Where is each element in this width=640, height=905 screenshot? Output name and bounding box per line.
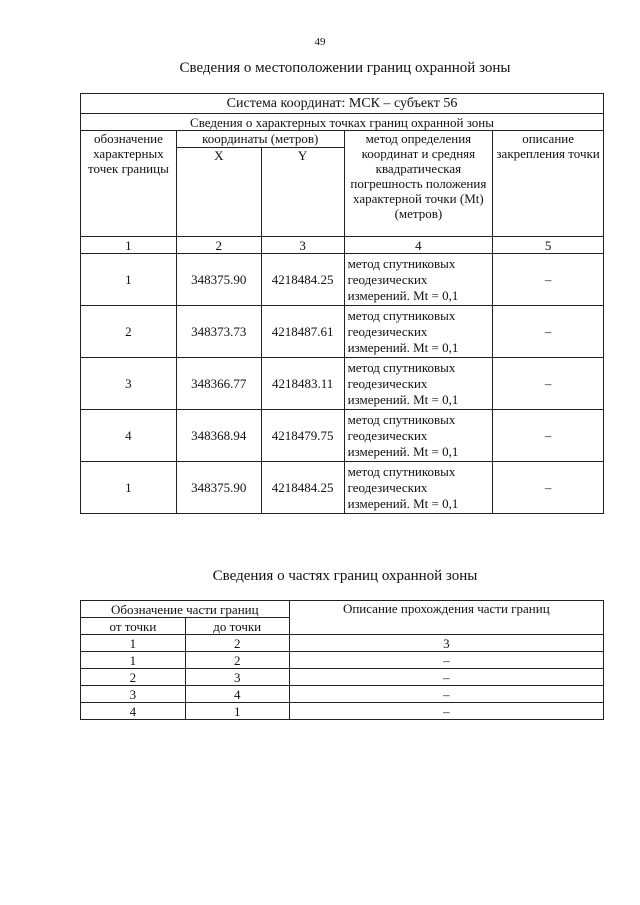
section-title-parts: Сведения о частях границ охранной зоны	[212, 568, 478, 584]
header-y: Y	[261, 148, 344, 237]
coord-x: 348375.90	[176, 254, 261, 306]
header-description: Описание прохождения части границ	[289, 601, 603, 635]
points-table	[80, 93, 604, 514]
to-point: 2	[185, 652, 289, 669]
column-number: 3	[289, 635, 603, 652]
table-row	[81, 652, 604, 669]
header-fixation: описание закрепления точки	[493, 131, 604, 237]
point-id: 2	[81, 306, 177, 358]
section-title-location: Сведения о местоположении границ охранной зоны	[179, 60, 511, 76]
point-id: 1	[81, 462, 177, 514]
method-text: метод спутниковых геодезических измерений. Mt = 0,1	[344, 462, 493, 514]
coord-y: 4218479.75	[261, 410, 344, 462]
coord-y: 4218484.25	[261, 462, 344, 514]
parts-table	[80, 600, 604, 720]
fixation-text: –	[493, 306, 604, 358]
column-number: 2	[185, 635, 289, 652]
method-text: метод спутниковых геодезических измерений. Mt = 0,1	[344, 358, 493, 410]
table-row	[81, 358, 604, 410]
column-number: 1	[81, 635, 186, 652]
part-description: –	[289, 652, 603, 669]
table-subtitle: Сведения о характерных точках границ охранной зоны	[81, 114, 604, 131]
coord-x: 348366.77	[176, 358, 261, 410]
point-id: 3	[81, 358, 177, 410]
header-coords: координаты (метров)	[176, 131, 344, 148]
header-part: Обозначение части границ	[81, 601, 290, 618]
from-point: 4	[81, 703, 186, 720]
fixation-text: –	[493, 410, 604, 462]
fixation-text: –	[493, 254, 604, 306]
column-number: 2	[176, 237, 261, 254]
header-method: метод определения координат и средняя квадратическая погрешность положения характерной точки (Mt) (метров)	[344, 131, 493, 237]
to-point: 3	[185, 669, 289, 686]
coord-y: 4218487.61	[261, 306, 344, 358]
method-text: метод спутниковых геодезических измерений. Mt = 0,1	[344, 306, 493, 358]
table-row	[81, 410, 604, 462]
point-id: 1	[81, 254, 177, 306]
table-row	[81, 462, 604, 514]
header-from: от точки	[81, 618, 186, 635]
part-description: –	[289, 703, 603, 720]
coord-x: 348375.90	[176, 462, 261, 514]
coord-x: 348368.94	[176, 410, 261, 462]
fixation-text: –	[493, 358, 604, 410]
coord-x: 348373.73	[176, 306, 261, 358]
column-number: 3	[261, 237, 344, 254]
table-row	[81, 703, 604, 720]
column-number: 4	[344, 237, 493, 254]
column-number: 5	[493, 237, 604, 254]
header-point: обозначение характерных точек границы	[81, 131, 177, 237]
method-text: метод спутниковых геодезических измерений. Mt = 0,1	[344, 410, 493, 462]
header-to: до точки	[185, 618, 289, 635]
from-point: 3	[81, 686, 186, 703]
table-row	[81, 306, 604, 358]
coord-system-label: Система координат: МСК – субъект 56	[81, 94, 604, 114]
from-point: 2	[81, 669, 186, 686]
page-number: 49	[314, 36, 326, 48]
to-point: 4	[185, 686, 289, 703]
column-number: 1	[81, 237, 177, 254]
part-description: –	[289, 686, 603, 703]
part-description: –	[289, 669, 603, 686]
table-row	[81, 686, 604, 703]
table-row	[81, 254, 604, 306]
coord-y: 4218484.25	[261, 254, 344, 306]
header-x: X	[176, 148, 261, 237]
point-id: 4	[81, 410, 177, 462]
from-point: 1	[81, 652, 186, 669]
fixation-text: –	[493, 462, 604, 514]
method-text: метод спутниковых геодезических измерений. Mt = 0,1	[344, 254, 493, 306]
table-row	[81, 669, 604, 686]
to-point: 1	[185, 703, 289, 720]
coord-y: 4218483.11	[261, 358, 344, 410]
